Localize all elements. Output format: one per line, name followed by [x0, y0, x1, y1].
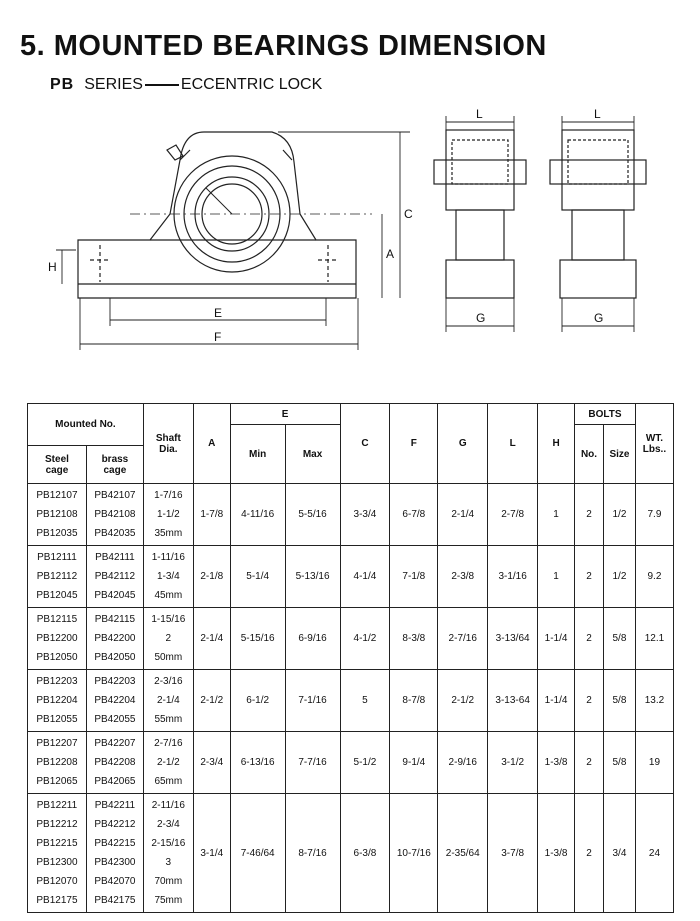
- cell-e-max: 7-1/16: [285, 670, 340, 732]
- cell-shaft-dia-value: 1-1/2: [156, 509, 180, 520]
- page-title: 5. MOUNTED BEARINGS DIMENSION: [20, 30, 547, 62]
- cell-brass-cage-value: PB42212: [94, 819, 136, 830]
- cell-brass-cage-value: PB42070: [94, 876, 136, 887]
- cell-l: 3-13/64: [488, 608, 538, 670]
- header-wt: WT. Lbs..: [635, 404, 673, 484]
- cell-shaft-dia-value: 2-3/4: [156, 819, 180, 830]
- cell-c: 5-1/2: [340, 732, 390, 794]
- cell-steel-cage: [28, 732, 87, 794]
- dimension-table: [27, 403, 674, 913]
- cell-shaft-dia-value: 45mm: [154, 590, 183, 601]
- cell-brass-cage-value: PB42115: [94, 614, 136, 625]
- cell-steel-cage-value: PB12108: [36, 509, 78, 520]
- cell-shaft-dia-value: 2-1/4: [156, 695, 180, 706]
- cell-brass-cage: [86, 608, 143, 670]
- cell-steel-cage-value: PB12115: [36, 614, 78, 625]
- cell-steel-cage: [28, 670, 87, 732]
- header-e: E: [230, 404, 340, 425]
- table-row: [28, 732, 674, 794]
- cell-steel-cage-value: PB12215: [36, 838, 78, 849]
- cell-steel-cage-value: PB12211: [36, 800, 78, 811]
- header-brass-cage: brass cage: [86, 446, 143, 484]
- cell-shaft-dia-value: 2: [165, 633, 172, 644]
- cell-e-min: 7-46/64: [230, 794, 285, 913]
- cell-steel-cage: [28, 794, 87, 913]
- cell-a: 2-3/4: [193, 732, 230, 794]
- cell-steel-cage-value: PB12175: [36, 895, 78, 906]
- cell-h: 1-3/8: [538, 732, 575, 794]
- cell-bolts-no: 2: [575, 732, 604, 794]
- cell-shaft-dia-value: 2-1/2: [156, 757, 180, 768]
- cell-e-min: 6-1/2: [230, 670, 285, 732]
- cell-e-max: 6-9/16: [285, 608, 340, 670]
- header-h: H: [538, 404, 575, 484]
- dim-label-h: H: [48, 260, 57, 274]
- cell-bolts-size: 3/4: [603, 794, 635, 913]
- cell-shaft-dia: [143, 608, 193, 670]
- series-word: SERIES: [84, 76, 143, 93]
- cell-bolts-no: 2: [575, 546, 604, 608]
- cell-brass-cage-value: PB42050: [94, 652, 136, 663]
- cell-steel-cage-value: PB12203: [36, 676, 78, 687]
- table-row: [28, 546, 674, 608]
- cell-c: 4-1/4: [340, 546, 390, 608]
- front-view: [56, 132, 410, 350]
- cell-shaft-dia-value: 3: [165, 857, 172, 868]
- side-view-brass: [550, 116, 646, 332]
- dim-label-c: C: [404, 207, 413, 221]
- cell-h: 1-1/4: [538, 608, 575, 670]
- cell-h: 1: [538, 484, 575, 546]
- cell-brass-cage-value: PB42107: [94, 490, 136, 501]
- cell-h: 1-1/4: [538, 670, 575, 732]
- subtitle-dash: [145, 84, 179, 86]
- header-e-min: Min: [230, 425, 285, 484]
- cell-steel-cage-value: PB12035: [36, 528, 78, 539]
- cell-l: 2-7/8: [488, 484, 538, 546]
- cell-bolts-size: 1/2: [603, 484, 635, 546]
- cell-wt: 12.1: [635, 608, 673, 670]
- cell-e-min: 5-1/4: [230, 546, 285, 608]
- cell-f: 9-1/4: [390, 732, 438, 794]
- cell-g: 2-1/4: [438, 484, 488, 546]
- cell-steel-cage-value: PB12065: [36, 776, 78, 787]
- dim-label-l-2: L: [594, 107, 601, 121]
- dim-label-e: E: [214, 306, 223, 320]
- cell-brass-cage-value: PB42300: [94, 857, 136, 868]
- cell-shaft-dia-value: 1-15/16: [151, 614, 186, 625]
- cell-steel-cage-value: PB12208: [36, 757, 78, 768]
- dim-label-g-2: G: [594, 311, 604, 325]
- cell-shaft-dia-value: 35mm: [154, 528, 183, 539]
- cell-shaft-dia-value: 2-15/16: [151, 838, 186, 849]
- cell-c: 3-3/4: [340, 484, 390, 546]
- cell-shaft-dia-value: 2-3/16: [154, 676, 183, 687]
- table-row: [28, 484, 674, 546]
- cell-brass-cage-value: PB42108: [94, 509, 136, 520]
- cell-steel-cage-value: PB12111: [37, 552, 77, 563]
- cell-bolts-size: 1/2: [603, 546, 635, 608]
- cell-e-max: 5-5/16: [285, 484, 340, 546]
- cell-a: 1-7/8: [193, 484, 230, 546]
- cell-e-min: 4-11/16: [230, 484, 285, 546]
- header-steel-cage: Steel cage: [28, 446, 87, 484]
- cell-steel-cage-value: PB12212: [36, 819, 78, 830]
- header-a: A: [193, 404, 230, 484]
- table-header: [28, 404, 674, 484]
- header-mounted-no: Mounted No.: [28, 404, 144, 446]
- cell-brass-cage: [86, 670, 143, 732]
- cell-steel-cage: [28, 608, 87, 670]
- header-bolts: BOLTS: [575, 404, 636, 425]
- cell-g: 2-35/64: [438, 794, 488, 913]
- cell-c: 4-1/2: [340, 608, 390, 670]
- cell-shaft-dia: [143, 484, 193, 546]
- cell-shaft-dia: [143, 670, 193, 732]
- cell-l: 3-7/8: [488, 794, 538, 913]
- header-shaft: Shaft Dia.: [143, 404, 193, 484]
- cell-shaft-dia-value: 55mm: [154, 714, 183, 725]
- series-type: ECCENTRIC LOCK: [180, 76, 323, 93]
- cell-brass-cage-value: PB42035: [94, 528, 136, 539]
- cell-h: 1-3/8: [538, 794, 575, 913]
- cell-shaft-dia-value: 1-7/16: [154, 490, 183, 501]
- cell-shaft-dia-value: 1-11/16: [151, 552, 185, 563]
- cell-e-max: 5-13/16: [285, 546, 340, 608]
- dim-label-f: F: [214, 330, 222, 344]
- cell-steel-cage-value: PB12207: [36, 738, 78, 749]
- cell-steel-cage-value: PB12107: [36, 490, 78, 501]
- cell-bolts-size: 5/8: [603, 732, 635, 794]
- cell-steel-cage-value: PB12070: [36, 876, 78, 887]
- cell-g: 2-1/2: [438, 670, 488, 732]
- cell-shaft-dia-value: 70mm: [154, 876, 183, 887]
- bearing-drawing: [0, 100, 700, 360]
- cell-g: 2-3/8: [438, 546, 488, 608]
- cell-h: 1: [538, 546, 575, 608]
- cell-bolts-no: 2: [575, 484, 604, 546]
- cell-bolts-no: 2: [575, 670, 604, 732]
- cell-steel-cage: [28, 546, 87, 608]
- side-view-steel: [434, 116, 526, 332]
- table-row: [28, 608, 674, 670]
- cell-steel-cage-value: PB12300: [36, 857, 78, 868]
- cell-brass-cage-value: PB42204: [94, 695, 136, 706]
- cell-steel-cage: [28, 484, 87, 546]
- cell-steel-cage-value: PB12204: [36, 695, 78, 706]
- cell-bolts-no: 2: [575, 608, 604, 670]
- cell-c: 5: [340, 670, 390, 732]
- cell-shaft-dia: [143, 732, 193, 794]
- cell-brass-cage: [86, 794, 143, 913]
- cell-l: 3-1/16: [488, 546, 538, 608]
- cell-brass-cage: [86, 484, 143, 546]
- header-c: C: [340, 404, 390, 484]
- cell-g: 2-7/16: [438, 608, 488, 670]
- cell-shaft-dia-value: 2-7/16: [154, 738, 183, 749]
- cell-a: 2-1/2: [193, 670, 230, 732]
- cell-a: 3-1/4: [193, 794, 230, 913]
- cell-e-min: 6-13/16: [230, 732, 285, 794]
- cell-brass-cage-value: PB42045: [94, 590, 136, 601]
- cell-brass-cage-value: PB42215: [94, 838, 136, 849]
- header-e-max: Max: [285, 425, 340, 484]
- cell-e-min: 5-15/16: [230, 608, 285, 670]
- cell-f: 8-7/8: [390, 670, 438, 732]
- cell-bolts-size: 5/8: [603, 670, 635, 732]
- cell-shaft-dia-value: 75mm: [154, 895, 183, 906]
- cell-brass-cage-value: PB42200: [94, 633, 136, 644]
- cell-wt: 13.2: [635, 670, 673, 732]
- cell-brass-cage: [86, 732, 143, 794]
- header-bolts-no: No.: [575, 425, 604, 484]
- series-subtitle: [50, 76, 322, 94]
- cell-shaft-dia-value: 65mm: [154, 776, 183, 787]
- header-l: L: [488, 404, 538, 484]
- cell-shaft-dia-value: 50mm: [154, 652, 183, 663]
- cell-c: 6-3/8: [340, 794, 390, 913]
- cell-shaft-dia-value: 2-11/16: [151, 800, 185, 811]
- header-g: G: [438, 404, 488, 484]
- cell-a: 2-1/8: [193, 546, 230, 608]
- cell-brass-cage-value: PB42207: [94, 738, 136, 749]
- cell-wt: 24: [635, 794, 673, 913]
- cell-f: 7-1/8: [390, 546, 438, 608]
- cell-steel-cage-value: PB12112: [36, 571, 78, 582]
- cell-steel-cage-value: PB12050: [36, 652, 78, 663]
- cell-l: 3-1/2: [488, 732, 538, 794]
- cell-steel-cage-value: PB12045: [36, 590, 78, 601]
- cell-shaft-dia: [143, 794, 193, 913]
- cell-bolts-no: 2: [575, 794, 604, 913]
- cell-brass-cage-value: PB42111: [95, 552, 135, 563]
- cell-steel-cage-value: PB12200: [36, 633, 78, 644]
- cell-brass-cage: [86, 546, 143, 608]
- cell-wt: 7.9: [635, 484, 673, 546]
- cell-g: 2-9/16: [438, 732, 488, 794]
- cell-brass-cage-value: PB42055: [94, 714, 136, 725]
- cell-brass-cage-value: PB42112: [94, 571, 136, 582]
- cell-brass-cage-value: PB42203: [94, 676, 136, 687]
- cell-f: 10-7/16: [390, 794, 438, 913]
- cell-a: 2-1/4: [193, 608, 230, 670]
- header-f: F: [390, 404, 438, 484]
- cell-f: 8-3/8: [390, 608, 438, 670]
- series-code: PB: [50, 76, 75, 93]
- dim-label-a: A: [386, 247, 395, 261]
- dim-label-g-1: G: [476, 311, 486, 325]
- cell-e-max: 7-7/16: [285, 732, 340, 794]
- cell-steel-cage-value: PB12055: [36, 714, 78, 725]
- header-bolts-size: Size: [603, 425, 635, 484]
- cell-l: 3-13-64: [488, 670, 538, 732]
- cell-shaft-dia-value: 1-3/4: [156, 571, 180, 582]
- cell-bolts-size: 5/8: [603, 608, 635, 670]
- cell-brass-cage-value: PB42175: [94, 895, 136, 906]
- cell-wt: 19: [635, 732, 673, 794]
- cell-e-max: 8-7/16: [285, 794, 340, 913]
- cell-wt: 9.2: [635, 546, 673, 608]
- cell-brass-cage-value: PB42208: [94, 757, 136, 768]
- cell-f: 6-7/8: [390, 484, 438, 546]
- cell-shaft-dia: [143, 546, 193, 608]
- table-body: [28, 484, 674, 913]
- cell-brass-cage-value: PB42065: [94, 776, 136, 787]
- dim-label-l-1: L: [476, 107, 483, 121]
- cell-brass-cage-value: PB42211: [94, 800, 136, 811]
- table-row: [28, 670, 674, 732]
- table-row: [28, 794, 674, 913]
